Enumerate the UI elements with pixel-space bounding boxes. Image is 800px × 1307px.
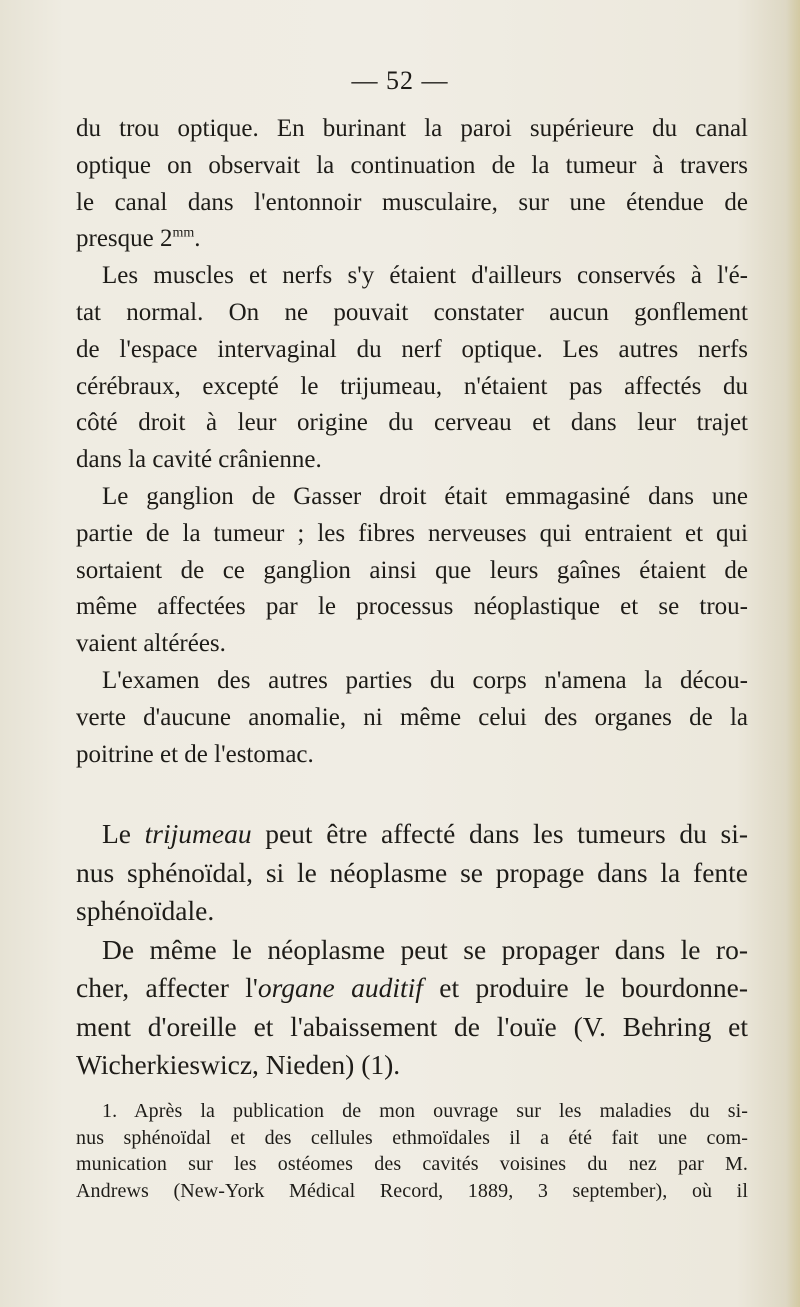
text-line: presque $2^{mm}$. bbox=[76, 225, 201, 253]
large-text-block bbox=[76, 815, 748, 1085]
text-line: De même le néoplasme peut se propager dans le ro- bbox=[102, 933, 748, 965]
unit-superscript: mm bbox=[172, 226, 195, 242]
page-number: — 52 — bbox=[351, 66, 449, 95]
text-line: côté droit à leur origine du cerveau et dans leur trajet bbox=[76, 409, 748, 437]
text-line: du trou optique. En burinant la paroi supérieure du canal bbox=[76, 115, 748, 142]
footnote-line: munication sur les ostéomes des cavités voisines du nez par M. bbox=[76, 1153, 748, 1175]
text-line: Les muscles et nerfs s'y étaient d'ailleurs conservés à l'é- bbox=[102, 262, 748, 290]
text-line: Wicherkieswicz, Nieden) (1). bbox=[76, 1049, 401, 1080]
text-line: sortaient de ce ganglion ainsi que leurs gaînes étaient de bbox=[76, 556, 748, 584]
italic-term: trijumeau bbox=[144, 818, 252, 849]
page-edge-shadow bbox=[786, 0, 800, 1307]
text-line: de l'espace intervaginal du nerf optique. Les autres nerfs bbox=[76, 335, 748, 363]
text-line: Le ganglion de Gasser droit était emmagasiné dans une bbox=[102, 482, 748, 510]
text-line: L'examen des autres parties du corps n'amena la décou- bbox=[102, 666, 748, 694]
text-line: optique on observait la continuation de la tumeur à travers bbox=[76, 151, 748, 179]
text-line: nus sphénoïdal, si le néoplasme se propage dans la fente bbox=[76, 856, 748, 888]
text-line: partie de la tumeur ; les fibres nerveuses qui entraient et qui bbox=[76, 519, 748, 547]
text-line: sphénoïdale. bbox=[76, 895, 215, 926]
italic-term: organe auditif bbox=[257, 972, 423, 1003]
text-line: tat normal. On ne pouvait constater aucun gonflement bbox=[76, 298, 748, 326]
text-line: cérébraux, excepté le trijumeau, n'étaient pas affectés du bbox=[76, 372, 748, 400]
footnote-line: nus sphénoïdal et des cellules ethmoïdales il a été fait une com- bbox=[76, 1126, 748, 1149]
text-line: verte d'aucune anomalie, ni même celui des organes de la bbox=[76, 703, 748, 731]
footnote-line: Andrews (New-York Médical Record, 1889, 3 september), où il bbox=[76, 1179, 748, 1202]
text-line: cher, affecter l'organe auditif et produire le bourdonne- bbox=[76, 972, 748, 1003]
text-line: même affectées par le processus néoplastique et se trou- bbox=[76, 593, 748, 621]
text-line: le canal dans l'entonnoir musculaire, sur une étendue de bbox=[76, 188, 748, 216]
footnote-line: 1. Après la publication de mon ouvrage sur les maladies du si- bbox=[102, 1100, 748, 1122]
text-line: Le trijumeau peut être affecté dans les tumeurs du si- bbox=[102, 818, 748, 849]
text-line: vaient altérées. bbox=[76, 630, 226, 658]
text-line: poitrine et de l'estomac. bbox=[76, 740, 314, 768]
text-line: ment d'oreille et l'abaissement de l'ouïe (V. Behring et bbox=[76, 1010, 748, 1042]
footnote bbox=[76, 1098, 748, 1204]
main-text-block bbox=[76, 111, 748, 773]
text-line: dans la cavité crânienne. bbox=[76, 446, 322, 474]
